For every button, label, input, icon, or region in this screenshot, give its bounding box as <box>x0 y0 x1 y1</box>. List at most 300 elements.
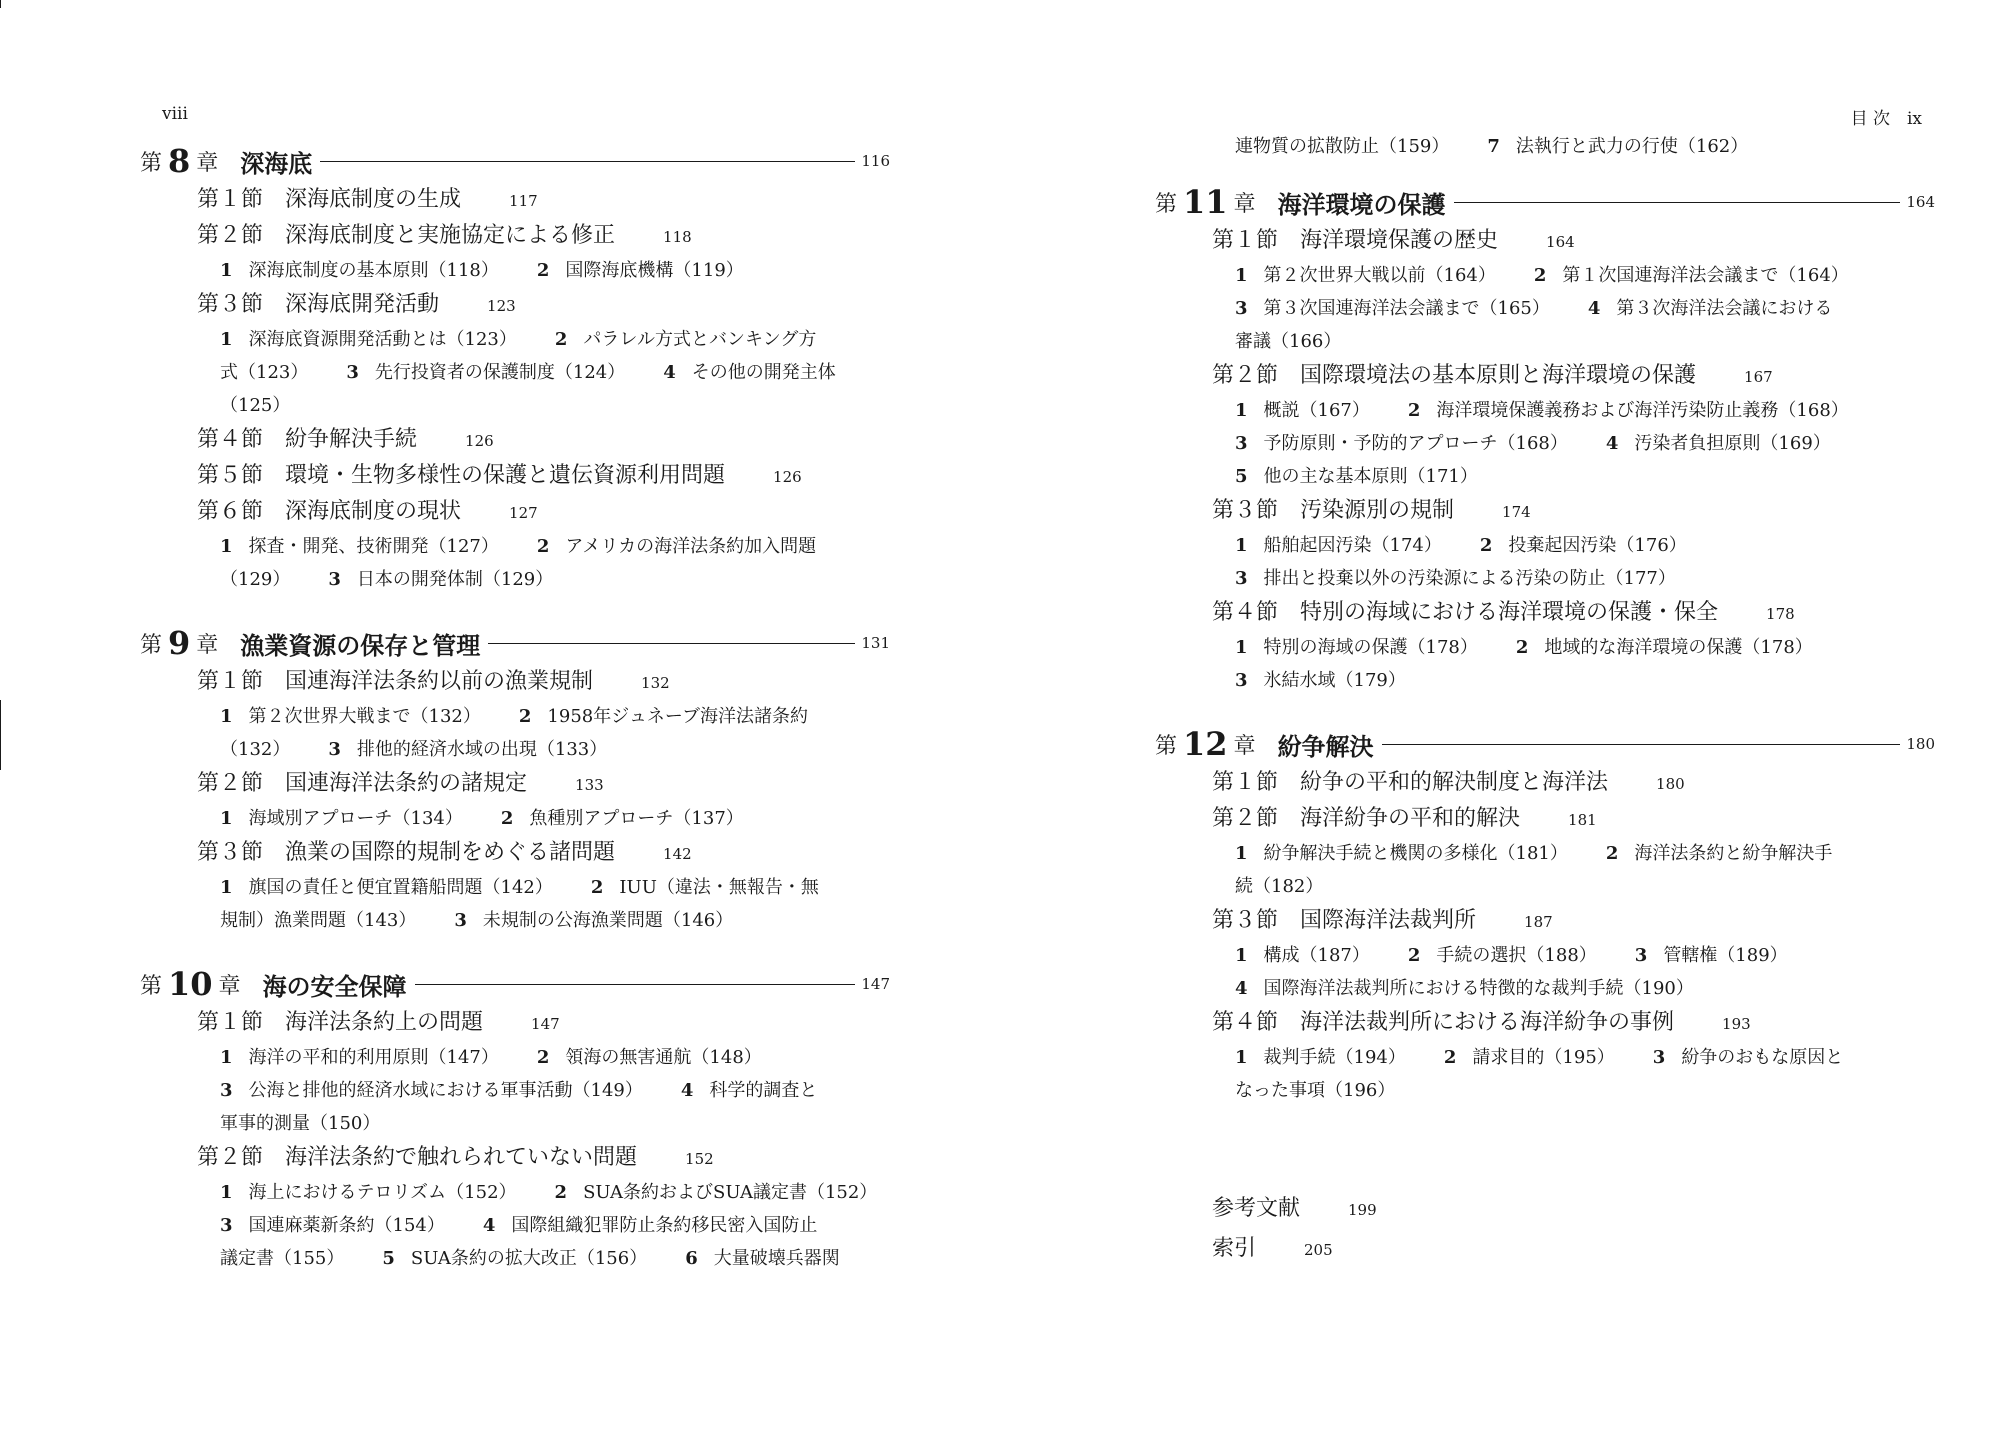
item-text: 汚染者負担原則（169） <box>1634 433 1831 454</box>
toc-item <box>537 536 816 557</box>
section-label: 第６節 <box>197 499 264 524</box>
item-line <box>1235 664 1935 697</box>
section-label: 第３節 <box>1212 498 1279 523</box>
item-line <box>1235 631 1935 664</box>
item-group <box>1155 1041 1935 1107</box>
item-number: 3 <box>1652 1047 1666 1068</box>
section-entry <box>1155 493 1935 529</box>
item-text: 深海底資源開発活動とは（123） <box>248 329 517 350</box>
item-line <box>1235 972 1935 1005</box>
item-text: 第２次世界大戦まで（132） <box>248 706 481 727</box>
section-label: 第１節 <box>197 1010 264 1035</box>
item-number: 2 <box>500 808 514 829</box>
item-text: 第１次国連海洋法会議まで（164） <box>1562 265 1849 286</box>
item-text: 特別の海域の保護（178） <box>1263 637 1478 658</box>
toc-item <box>1235 265 1496 286</box>
chapter-prefix: 第 <box>140 632 163 658</box>
section-label: 第１節 <box>197 187 264 212</box>
chapter-title: 深海底 <box>240 148 313 178</box>
item-number: 6 <box>685 1248 698 1269</box>
back-matter-title: 参考文献 <box>1212 1196 1301 1221</box>
toc-item <box>220 877 553 898</box>
item-number: 1 <box>1235 400 1248 421</box>
section-title: 深海底制度の現状 <box>285 499 462 524</box>
toc-item <box>220 362 308 383</box>
section-title: 漁業の国際的規制をめぐる諸問題 <box>285 840 616 865</box>
right-chapters <box>1155 183 1935 1107</box>
item-number: 3 <box>1235 298 1248 319</box>
item-text: 海域別アプローチ（134） <box>248 808 463 829</box>
item-number: 4 <box>680 1080 694 1101</box>
chapter-prefix: 第 <box>140 973 163 999</box>
section-title: 海洋法条約上の問題 <box>285 1010 484 1035</box>
item-number: 1 <box>220 536 233 557</box>
item-number: 1 <box>1235 1047 1248 1068</box>
section-page-number: 174 <box>1502 503 1531 521</box>
item-group <box>1155 394 1935 493</box>
item-number: 1 <box>220 260 233 281</box>
toc-item <box>220 1182 517 1203</box>
item-text: 第３次海洋法会議における <box>1616 298 1833 319</box>
chapter-number: 9 <box>168 624 191 662</box>
chapter-suffix: 章 <box>196 150 219 176</box>
item-text: 請求目的（195） <box>1472 1047 1615 1068</box>
section-label: 第２節 <box>1212 363 1279 388</box>
item-number: 1 <box>220 877 233 898</box>
section-entry <box>140 835 890 871</box>
item-number: 4 <box>1235 978 1248 999</box>
item-text: 国際海洋法裁判所における特徴的な裁判手続（190） <box>1263 978 1694 999</box>
section-page-number: 126 <box>773 468 802 486</box>
section-title: 国連海洋法条約以前の漁業規制 <box>285 669 594 694</box>
item-group <box>140 700 890 766</box>
toc-item <box>1235 136 1449 157</box>
item-text: 概説（167） <box>1263 400 1370 421</box>
item-number: 2 <box>554 1182 568 1203</box>
chapter-heading <box>1155 725 1935 763</box>
section-title: 紛争の平和的解決制度と海洋法 <box>1300 770 1609 795</box>
section-label: 第５節 <box>197 463 264 488</box>
section-page-number: 118 <box>663 228 692 246</box>
item-line <box>220 1242 890 1275</box>
toc-item <box>681 1080 818 1101</box>
item-group <box>1155 130 1935 163</box>
item-number: 4 <box>482 1215 496 1236</box>
section-title: 国際環境法の基本原則と海洋環境の保護 <box>1300 363 1697 388</box>
item-number: 2 <box>554 329 568 350</box>
toc-item <box>1534 265 1849 286</box>
chapter-heading <box>140 142 890 180</box>
item-text: 科学的調査と <box>709 1080 818 1101</box>
item-line <box>220 904 890 937</box>
item-text: 他の主な基本原則（171） <box>1263 466 1478 487</box>
item-line <box>220 254 890 287</box>
item-text: 排他的経済水域の出現（133） <box>356 739 608 760</box>
item-number: 2 <box>1443 1047 1457 1068</box>
item-text: SUA条約およびSUA議定書（152） <box>583 1182 878 1203</box>
toc-item <box>1235 843 1568 864</box>
toc-item <box>1516 637 1813 658</box>
toc-item <box>519 706 808 727</box>
item-group <box>140 1041 890 1140</box>
item-number: 2 <box>536 260 550 281</box>
toc-item <box>1235 535 1442 556</box>
section-entry <box>1155 358 1935 394</box>
section-page-number: 123 <box>487 297 516 315</box>
item-text: 予防原則・予防的アプローチ（168） <box>1263 433 1568 454</box>
section-page-number: 126 <box>465 432 494 450</box>
item-line <box>1235 529 1935 562</box>
section-title: 国連海洋法条約の諸規定 <box>285 771 528 796</box>
section-page-number: 127 <box>509 504 538 522</box>
section-page-number: 180 <box>1656 775 1685 793</box>
toc-item <box>220 536 499 557</box>
section-entry <box>1155 765 1935 801</box>
item-number: 2 <box>536 536 550 557</box>
section-title: 海洋法裁判所における海洋紛争の事例 <box>1300 1010 1675 1035</box>
back-matter-title: 索引 <box>1212 1236 1257 1261</box>
section-label: 第２節 <box>197 1145 264 1170</box>
item-line <box>220 1209 890 1242</box>
item-line <box>1235 325 1935 358</box>
item-text: 魚種別アプローチ（137） <box>529 808 744 829</box>
item-text: 法執行と武力の行使（162） <box>1515 136 1749 157</box>
item-text: 大量破壊兵器関 <box>713 1248 840 1269</box>
item-text: 裁判手続（194） <box>1263 1047 1406 1068</box>
section-entry <box>1155 903 1935 939</box>
item-text: 投棄起因汚染（176） <box>1508 535 1687 556</box>
chapter-leader-rule <box>1454 202 1901 203</box>
item-text: 海洋環境保護義務および海洋汚染防止義務（168） <box>1436 400 1849 421</box>
item-group <box>140 802 890 835</box>
section-title: 環境・生物多様性の保護と遺伝資源利用問題 <box>285 463 726 488</box>
toc-item <box>220 1047 499 1068</box>
item-line <box>220 700 890 733</box>
toc-item <box>1235 670 1406 691</box>
section-title: 紛争解決手続 <box>285 427 418 452</box>
item-number: 4 <box>1605 433 1619 454</box>
item-number: 1 <box>220 1047 233 1068</box>
chapter-prefix: 第 <box>1155 733 1178 759</box>
right-page <box>1000 0 2000 1430</box>
toc-item <box>220 1248 344 1269</box>
item-line <box>1235 870 1935 903</box>
toc-item <box>1408 945 1597 966</box>
chapter-page-number: 131 <box>861 634 890 652</box>
item-number: 1 <box>1235 265 1248 286</box>
item-text: アメリカの海洋法条約加入問題 <box>565 536 817 557</box>
item-number: 2 <box>1515 637 1529 658</box>
item-number: 3 <box>328 739 341 760</box>
chapter-page-number: 180 <box>1906 735 1935 753</box>
section-page-number: 164 <box>1546 233 1575 251</box>
section-label: 第１節 <box>1212 770 1279 795</box>
toc-item <box>1606 843 1833 864</box>
item-text: 規制）漁業問題（143） <box>220 910 417 931</box>
back-matter <box>1155 1191 1935 1271</box>
section-page-number: 117 <box>509 192 538 210</box>
section-entry <box>1155 801 1935 837</box>
item-text: IUU（違法・無報告・無 <box>619 877 819 898</box>
item-text: 紛争解決手続と機関の多様化（181） <box>1263 843 1568 864</box>
chapter-title: 海の安全保障 <box>262 971 407 1001</box>
item-text: （125） <box>220 395 291 416</box>
section-entry <box>140 218 890 254</box>
item-text: 紛争のおもな原因と <box>1681 1047 1844 1068</box>
item-number: 1 <box>220 706 233 727</box>
toc-item <box>220 1215 445 1236</box>
toc-item <box>220 260 499 281</box>
section-entry <box>140 664 890 700</box>
section-title: 海洋紛争の平和的解決 <box>1300 806 1521 831</box>
section-entry <box>140 182 890 218</box>
item-number: 1 <box>1235 945 1248 966</box>
chapter-number: 12 <box>1183 725 1228 763</box>
chapter-leader-rule <box>488 643 855 644</box>
item-line <box>1235 427 1935 460</box>
section-label: 第３節 <box>197 840 264 865</box>
item-number: 3 <box>328 569 341 590</box>
item-line <box>220 1074 890 1107</box>
item-line <box>1235 394 1935 427</box>
item-text: 氷結水域（179） <box>1263 670 1406 691</box>
item-line <box>1235 1041 1935 1074</box>
item-number: 3 <box>454 910 467 931</box>
toc-left-column <box>140 142 890 1275</box>
item-line <box>1235 837 1935 870</box>
item-number: 3 <box>220 1080 233 1101</box>
section-label: 第４節 <box>197 427 264 452</box>
item-number: 3 <box>1235 670 1248 691</box>
toc-item <box>1487 136 1748 157</box>
chapter-suffix: 章 <box>1233 733 1256 759</box>
item-text: 排出と投棄以外の汚染源による汚染の防止（177） <box>1263 568 1676 589</box>
item-text: 議定書（155） <box>220 1248 345 1269</box>
item-text: SUA条約の拡大改正（156） <box>410 1248 648 1269</box>
toc-item <box>220 1113 380 1134</box>
toc-right-column <box>1155 136 1935 1271</box>
toc-item <box>1653 1047 1844 1068</box>
chapter-title: 紛争解決 <box>1277 731 1374 761</box>
section-label: 第１節 <box>197 669 264 694</box>
toc-item <box>1444 1047 1615 1068</box>
item-line <box>220 389 890 422</box>
item-number: 4 <box>1587 298 1601 319</box>
item-line <box>220 802 890 835</box>
toc-item <box>1588 298 1833 319</box>
section-page-number: 178 <box>1766 605 1795 623</box>
item-text: 探査・開発、技術開発（127） <box>248 536 499 557</box>
item-number: 1 <box>220 808 233 829</box>
item-text: 未規制の公海漁業問題（146） <box>482 910 734 931</box>
toc-item <box>382 1248 647 1269</box>
toc-item <box>220 706 481 727</box>
item-group <box>1155 529 1935 595</box>
toc-item <box>1235 466 1478 487</box>
item-text: 手続の選択（188） <box>1436 945 1597 966</box>
page-folio-right: 目 次 ix <box>1850 109 1922 129</box>
item-group <box>140 530 890 596</box>
chapter-heading <box>140 624 890 662</box>
item-number: 1 <box>1235 637 1248 658</box>
chapter-prefix: 第 <box>1155 191 1178 217</box>
section-title: 国際海洋法裁判所 <box>1300 908 1477 933</box>
toc-item <box>1235 1047 1406 1068</box>
item-text: 海洋法条約と紛争解決手 <box>1634 843 1833 864</box>
section-title: 深海底制度と実施協定による修正 <box>285 223 616 248</box>
item-number: 7 <box>1487 136 1500 157</box>
item-text: 国際組織犯罪防止条約移民密入国防止 <box>511 1215 818 1236</box>
section-label: 第２節 <box>197 223 264 248</box>
section-entry <box>140 458 890 494</box>
toc-item <box>555 1182 878 1203</box>
item-text: 深海底制度の基本原則（118） <box>248 260 499 281</box>
back-matter-page-number: 199 <box>1348 1201 1377 1219</box>
item-group <box>140 254 890 287</box>
item-number: 1 <box>220 1182 233 1203</box>
item-text: 先行投資者の保護制度（124） <box>374 362 626 383</box>
section-page-number: 147 <box>531 1015 560 1033</box>
toc-item <box>1635 945 1788 966</box>
item-text: 第３次国連海洋法会議まで（165） <box>1263 298 1550 319</box>
item-text: パラレル方式とバンキング方 <box>583 329 817 350</box>
back-matter-page-number: 205 <box>1304 1241 1333 1259</box>
item-line <box>1235 562 1935 595</box>
item-text: 公海と排他的経済水域における軍事活動（149） <box>248 1080 643 1101</box>
section-page-number: 133 <box>575 776 604 794</box>
item-number: 2 <box>1407 945 1421 966</box>
chapter-leader-rule <box>415 984 856 985</box>
item-text: 領海の無害通航（148） <box>565 1047 762 1068</box>
chapter-page-number: 164 <box>1906 193 1935 211</box>
item-text: 船舶起因汚染（174） <box>1263 535 1442 556</box>
toc-item <box>220 569 290 590</box>
toc-item <box>1235 298 1550 319</box>
section-entry <box>140 287 890 323</box>
toc-item <box>591 877 819 898</box>
item-group <box>1155 939 1935 1005</box>
item-number: 1 <box>1235 843 1248 864</box>
item-text: 国連麻薬新条約（154） <box>248 1215 445 1236</box>
toc-item <box>1235 331 1341 352</box>
toc-item <box>1408 400 1849 421</box>
toc-item <box>1235 945 1370 966</box>
item-text: 構成（187） <box>1263 945 1370 966</box>
section-title: 汚染源別の規制 <box>1300 498 1455 523</box>
chapter-number: 10 <box>168 965 213 1003</box>
chapter-page-number: 147 <box>861 975 890 993</box>
page-folio-left: viii <box>162 104 188 124</box>
item-text: 軍事的測量（150） <box>220 1113 381 1134</box>
chapter-number: 8 <box>168 142 191 180</box>
toc-item <box>1235 637 1478 658</box>
toc-item <box>663 362 836 383</box>
item-text: 日本の開発体制（129） <box>356 569 554 590</box>
item-group <box>140 871 890 937</box>
section-page-number: 142 <box>663 845 692 863</box>
item-text: 1958年ジュネーブ海洋法諸条約 <box>547 706 808 727</box>
section-label: 第４節 <box>1212 1010 1279 1035</box>
chapter-heading <box>140 965 890 1003</box>
section-label: 第２節 <box>197 771 264 796</box>
item-group <box>1155 837 1935 903</box>
item-text: 海洋の平和的利用原則（147） <box>248 1047 499 1068</box>
toc-item <box>220 910 416 931</box>
toc-item <box>1235 1080 1395 1101</box>
item-text: 国際海底機構（119） <box>565 260 744 281</box>
item-line <box>220 871 890 904</box>
chapter-leader-rule <box>1382 744 1901 745</box>
toc-item <box>483 1215 818 1236</box>
section-entry <box>140 766 890 802</box>
item-text: 第２次世界大戦以前（164） <box>1263 265 1496 286</box>
item-text: 続（182） <box>1235 876 1324 897</box>
toc-item <box>555 329 817 350</box>
item-text: 海上におけるテロリズム（152） <box>248 1182 517 1203</box>
toc-item <box>1606 433 1831 454</box>
toc-item <box>220 395 290 416</box>
item-number: 5 <box>382 1248 395 1269</box>
item-line <box>1235 130 1935 163</box>
toc-item <box>501 808 744 829</box>
item-number: 2 <box>536 1047 550 1068</box>
chapter-number: 11 <box>1183 183 1228 221</box>
chapter-page-number: 116 <box>861 152 890 170</box>
toc-item <box>1235 876 1323 897</box>
item-text: 管轄権（189） <box>1663 945 1788 966</box>
item-line <box>220 563 890 596</box>
item-text: 連物質の拡散防止（159） <box>1235 136 1450 157</box>
item-number: 2 <box>1605 843 1619 864</box>
section-title: 海洋法条約で触れられていない問題 <box>285 1145 638 1170</box>
item-line <box>1235 292 1935 325</box>
toc-item <box>1235 400 1370 421</box>
section-page-number: 132 <box>641 674 670 692</box>
section-entry <box>140 1005 890 1041</box>
chapter-suffix: 章 <box>1233 191 1256 217</box>
item-line <box>220 1107 890 1140</box>
item-line <box>220 356 890 389</box>
item-text: 式（123） <box>220 362 309 383</box>
section-title: 海洋環境保護の歴史 <box>1300 228 1499 253</box>
toc-item <box>537 1047 762 1068</box>
chapter-title: 海洋環境の保護 <box>1277 189 1446 219</box>
item-line <box>220 733 890 766</box>
item-text: 地域的な海洋環境の保護（178） <box>1544 637 1813 658</box>
chapter-heading <box>1155 183 1935 221</box>
toc-item <box>1235 433 1568 454</box>
section-page-number: 181 <box>1568 811 1597 829</box>
section-entry <box>1155 1005 1935 1041</box>
toc-item <box>1235 568 1676 589</box>
toc-item <box>328 739 607 760</box>
toc-item <box>537 260 744 281</box>
item-number: 3 <box>1235 568 1248 589</box>
section-entry <box>1155 595 1935 631</box>
item-text: （129） <box>220 569 291 590</box>
item-number: 3 <box>346 362 359 383</box>
chapter-prefix: 第 <box>140 150 163 176</box>
item-line <box>220 1041 890 1074</box>
item-group <box>1155 259 1935 358</box>
chapter-title: 漁業資源の保存と管理 <box>240 630 481 660</box>
item-group <box>140 323 890 422</box>
toc-item <box>328 569 553 590</box>
item-text: （132） <box>220 739 291 760</box>
toc-item <box>685 1248 840 1269</box>
section-label: 第２節 <box>1212 806 1279 831</box>
item-line <box>220 530 890 563</box>
